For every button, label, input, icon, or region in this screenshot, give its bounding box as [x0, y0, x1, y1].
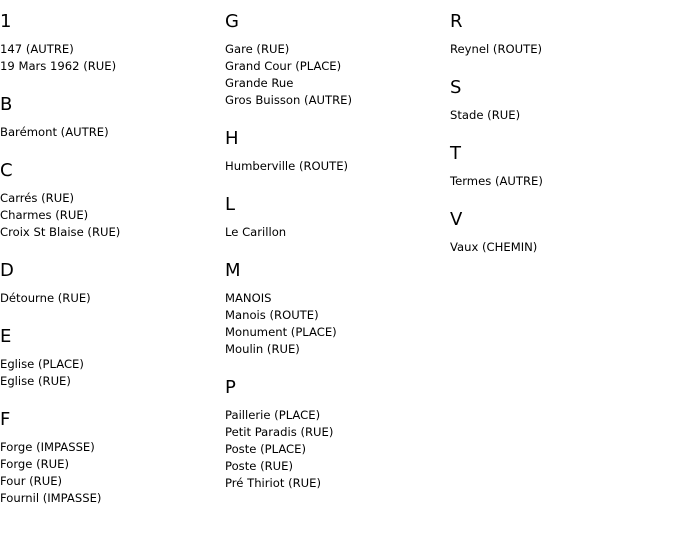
street-link[interactable]: Moulin (RUE): [225, 342, 300, 356]
letter-group: [225, 194, 445, 241]
street-link[interactable]: Croix St Blaise (RUE): [0, 225, 121, 239]
letter-group: [450, 11, 670, 58]
letter-group: [0, 94, 220, 141]
street-link[interactable]: Stade (RUE): [450, 108, 521, 122]
letter-heading: H: [225, 128, 239, 149]
letter-group: [225, 260, 445, 358]
letter-heading: 1: [0, 11, 12, 32]
letter-group: [225, 128, 445, 175]
letter-group: [450, 77, 670, 124]
street-link[interactable]: Humberville (ROUTE): [225, 159, 349, 173]
letter-heading: P: [225, 377, 236, 398]
street-link[interactable]: Forge (RUE): [0, 457, 70, 471]
letter-heading: F: [0, 409, 11, 430]
street-link[interactable]: Reynel (ROUTE): [450, 42, 543, 56]
letter-heading: E: [0, 326, 12, 347]
street-link[interactable]: Manois (ROUTE): [225, 308, 319, 322]
letter-heading: B: [0, 94, 13, 115]
letter-group: [0, 11, 220, 75]
street-link[interactable]: Charmes (RUE): [0, 208, 89, 222]
street-link[interactable]: Carrés (RUE): [0, 191, 75, 205]
street-link[interactable]: Le Carillon: [225, 225, 287, 239]
letter-group: [225, 11, 445, 109]
street-link[interactable]: Fournil (IMPASSE): [0, 491, 102, 505]
index-column-2: [225, 0, 445, 511]
street-link[interactable]: Détourne (RUE): [0, 291, 91, 305]
street-link[interactable]: Forge (IMPASSE): [0, 440, 95, 454]
letter-heading: T: [450, 143, 461, 164]
letter-heading: M: [225, 260, 241, 281]
letter-heading: S: [450, 77, 462, 98]
street-link[interactable]: Grande Rue: [225, 76, 294, 90]
street-link[interactable]: Monument (PLACE): [225, 325, 337, 339]
letter-group: [225, 377, 445, 492]
letter-heading: R: [450, 11, 463, 32]
street-link[interactable]: Gare (RUE): [225, 42, 290, 56]
street-link[interactable]: 19 Mars 1962 (RUE): [0, 59, 117, 73]
index-column-1: [0, 0, 220, 526]
letter-group: [0, 260, 220, 307]
letter-heading: C: [0, 160, 13, 181]
letter-heading: D: [0, 260, 14, 281]
street-link[interactable]: Petit Paradis (RUE): [225, 425, 334, 439]
letter-heading: L: [225, 194, 236, 215]
letter-group: [450, 143, 670, 190]
street-link[interactable]: Grand Cour (PLACE): [225, 59, 342, 73]
street-link[interactable]: Poste (RUE): [225, 459, 293, 473]
letter-group: [0, 409, 220, 507]
street-link[interactable]: 147 (AUTRE): [0, 42, 74, 56]
index-column-3: [450, 0, 670, 275]
street-link[interactable]: Four (RUE): [0, 474, 63, 488]
letter-group: [450, 209, 670, 256]
street-link[interactable]: Eglise (PLACE): [0, 357, 84, 371]
street-link[interactable]: Barémont (AUTRE): [0, 125, 109, 139]
letter-group: [0, 160, 220, 241]
letter-group: [0, 326, 220, 390]
street-link[interactable]: Termes (AUTRE): [450, 174, 543, 188]
letter-heading: V: [450, 209, 463, 230]
street-link[interactable]: Gros Buisson (AUTRE): [225, 93, 352, 107]
street-link[interactable]: Eglise (RUE): [0, 374, 71, 388]
street-link[interactable]: Vaux (CHEMIN): [450, 240, 538, 254]
street-link[interactable]: Pré Thiriot (RUE): [225, 476, 321, 490]
street-link[interactable]: Poste (PLACE): [225, 442, 306, 456]
street-link[interactable]: Paillerie (PLACE): [225, 408, 321, 422]
letter-heading: G: [225, 11, 239, 32]
street-link[interactable]: MANOIS: [225, 291, 272, 305]
